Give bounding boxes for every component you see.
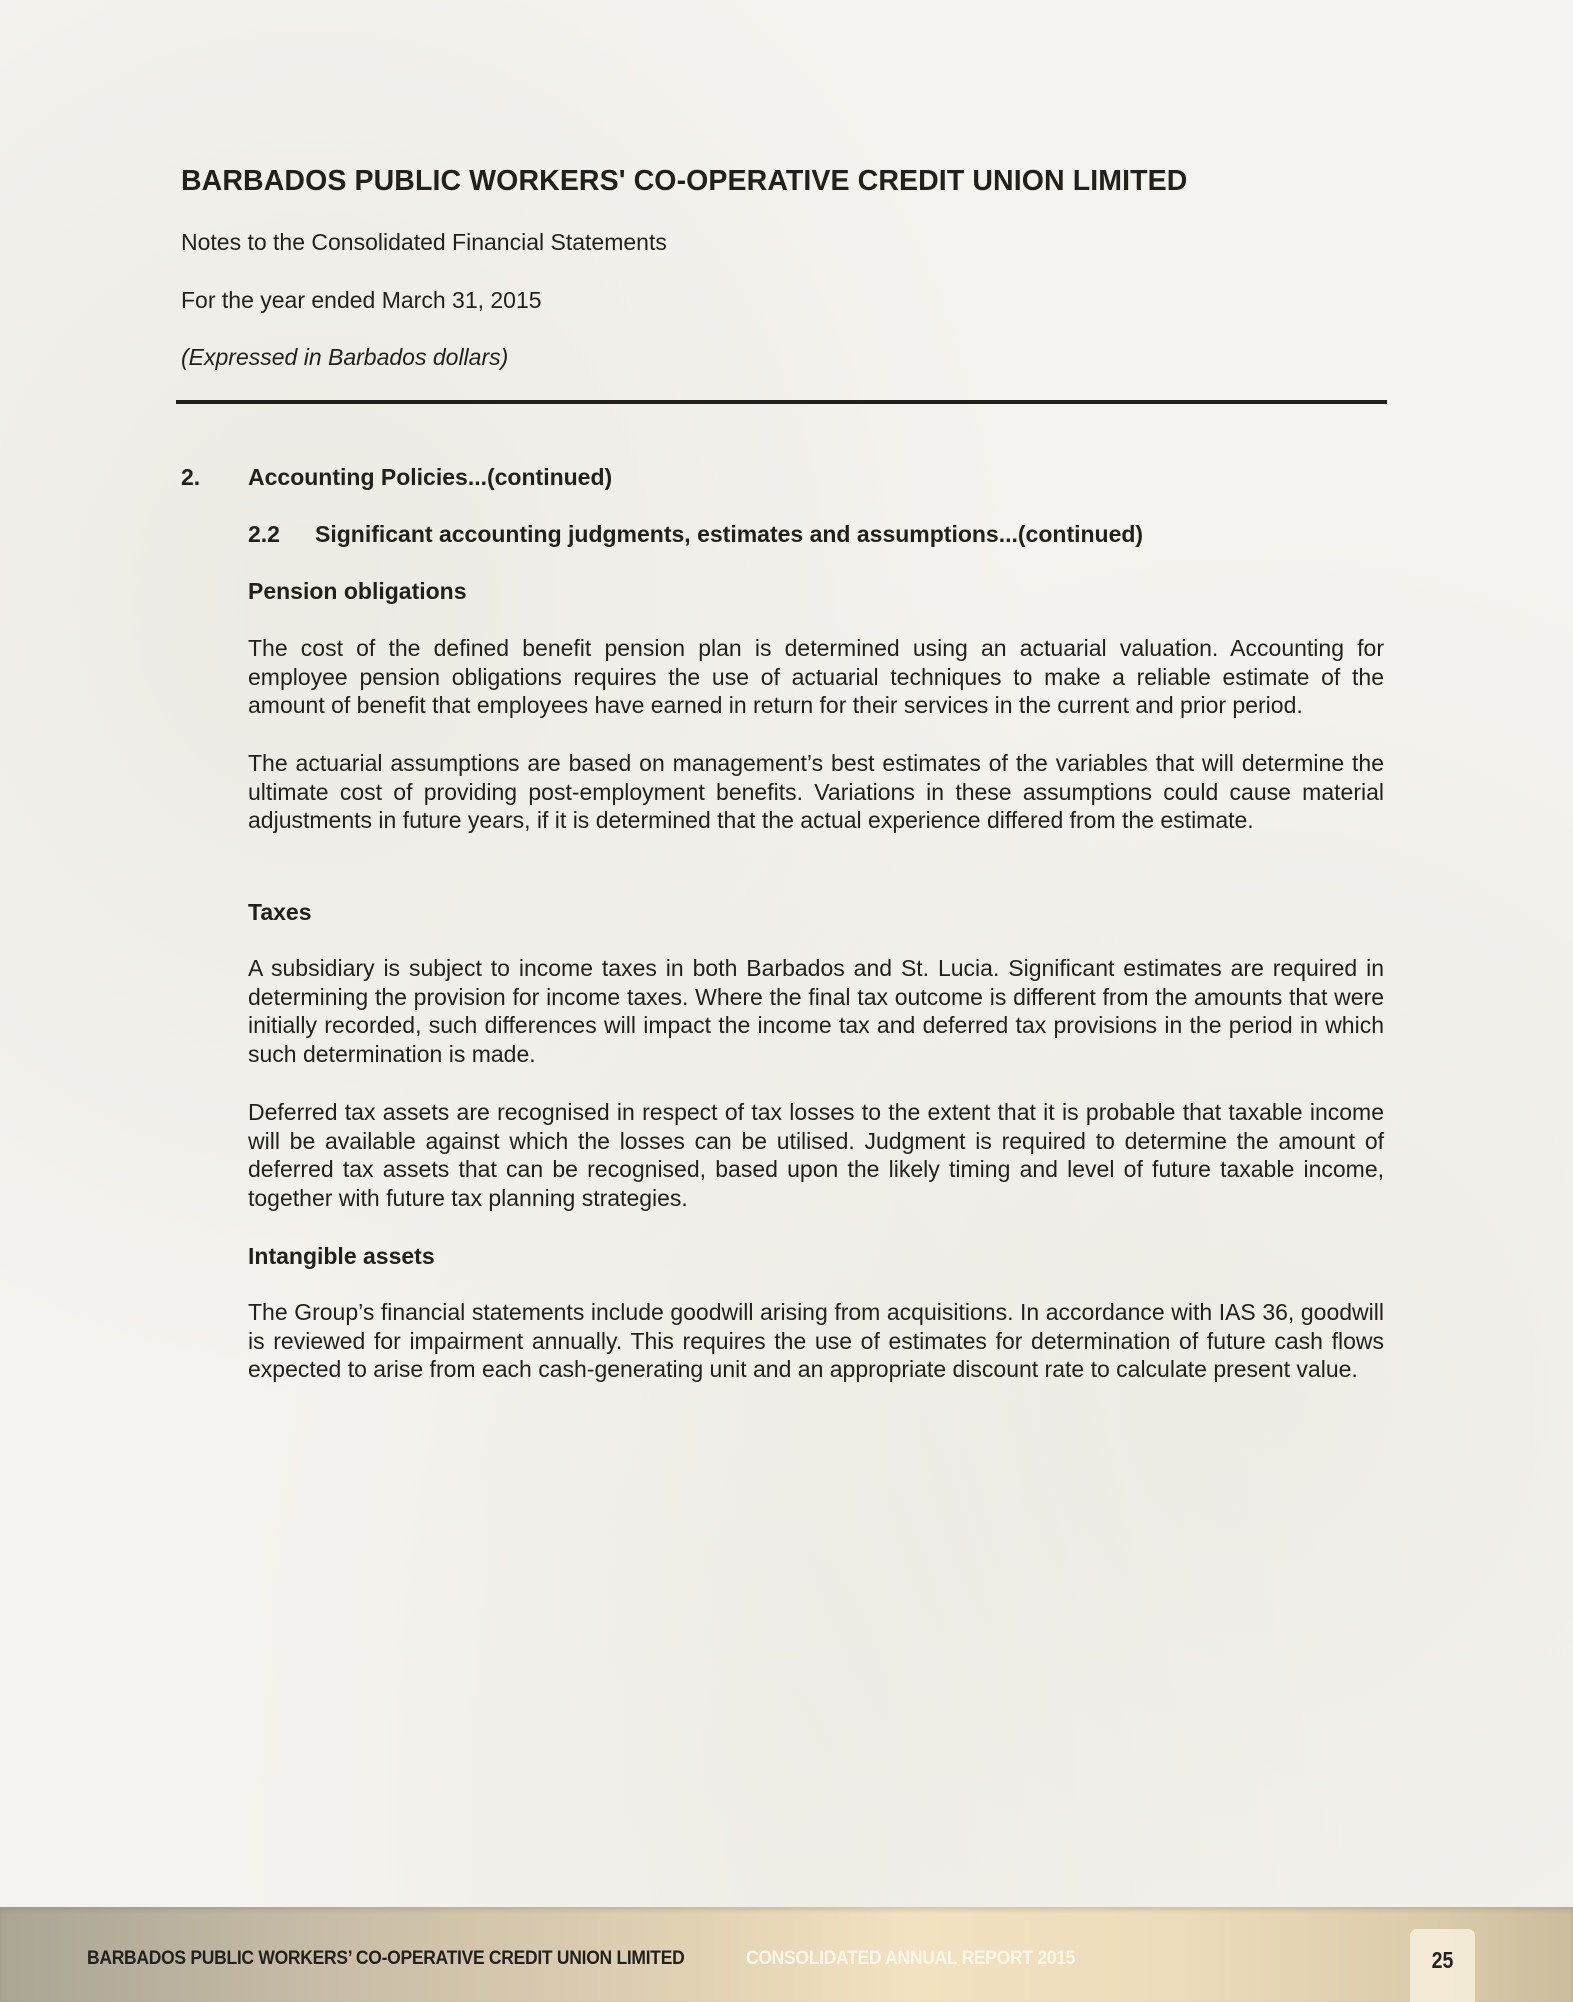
footer-organization-name: BARBADOS PUBLIC WORKERS’ CO-OPERATIVE CREDIT UNION LIMITED — [87, 1948, 685, 1969]
reporting-period: For the year ended March 31, 2015 — [181, 287, 542, 313]
paragraph-block — [248, 634, 1384, 720]
organization-title: BARBADOS PUBLIC WORKERS' CO-OPERATIVE CREDIT UNION LIMITED — [181, 165, 1188, 197]
paragraph: Deferred tax assets are recognised in respect of tax losses to the extent that it is probable that taxable income will be available against which the losses can be utilised. Judgment is required to determine the amount of deferred tax assets that can be recognised, based upon the likely timing and level of future taxable income, together with future tax planning strategies. — [248, 1099, 1384, 1211]
section-title: Accounting Policies...(continued) — [248, 464, 613, 490]
page-number: 25 — [1431, 1947, 1454, 1973]
paragraph-block — [248, 749, 1384, 835]
topic-heading: Taxes — [248, 899, 312, 925]
topic-pension-obligations — [248, 576, 1384, 606]
paragraph: A subsidiary is subject to income taxes in both Barbados and St. Lucia. Significant estimates are required in determining the provision for income taxes. Where the final tax outcome is different from the amounts that were initially recorded, such differences will impact the income tax and deferred tax provisions in the period in which such determination is made. — [248, 955, 1384, 1067]
section-heading — [181, 462, 612, 492]
topic-taxes — [248, 897, 1384, 927]
page-number-tab — [1410, 1929, 1475, 2002]
notes-title: Notes to the Consolidated Financial Statements — [181, 229, 667, 255]
subsection-number: 2.2 — [248, 521, 280, 547]
paragraph: The Group’s financial statements include goodwill arising from acquisitions. In accordance with IAS 36, goodwill is reviewed for impairment annually. This requires the use of estimates for determination of future cash flows expected to arise from each cash-generating unit and an appropriate discount rate to calculate present value. — [248, 1299, 1384, 1383]
subsection-title: Significant accounting judgments, estimates and assumptions...(continued) — [315, 521, 1144, 547]
topic-intangible-assets — [248, 1241, 1384, 1271]
paragraph: The actuarial assumptions are based on management’s best estimates of the variables that will determine the ultimate cost of providing post-employment benefits. Variations in these assumptions could cause material adjustments in future years, if it is determined that the actual experience differed from the estimate. — [248, 750, 1384, 834]
topic-heading: Pension obligations — [248, 578, 467, 604]
paragraph: The cost of the defined benefit pension plan is determined using an actuarial valuation. Accounting for employee pension obligations requires the use of actuarial techniques to make a reliable estimate of the amount of benefit that employees have earned in return for their services in the current and prior period. — [248, 635, 1384, 719]
page-header — [181, 160, 1387, 370]
footer-report-title: CONSOLIDATED ANNUAL REPORT 2015 — [746, 1948, 1076, 1969]
header-divider — [176, 400, 1387, 404]
section-number: 2. — [181, 464, 201, 490]
currency-note: (Expressed in Barbados dollars) — [181, 344, 509, 370]
paragraph-block — [248, 1098, 1384, 1212]
topic-heading: Intangible assets — [248, 1243, 435, 1269]
paragraph-block — [248, 1298, 1384, 1384]
subsection-heading — [248, 519, 1143, 549]
paragraph-block — [248, 954, 1384, 1068]
